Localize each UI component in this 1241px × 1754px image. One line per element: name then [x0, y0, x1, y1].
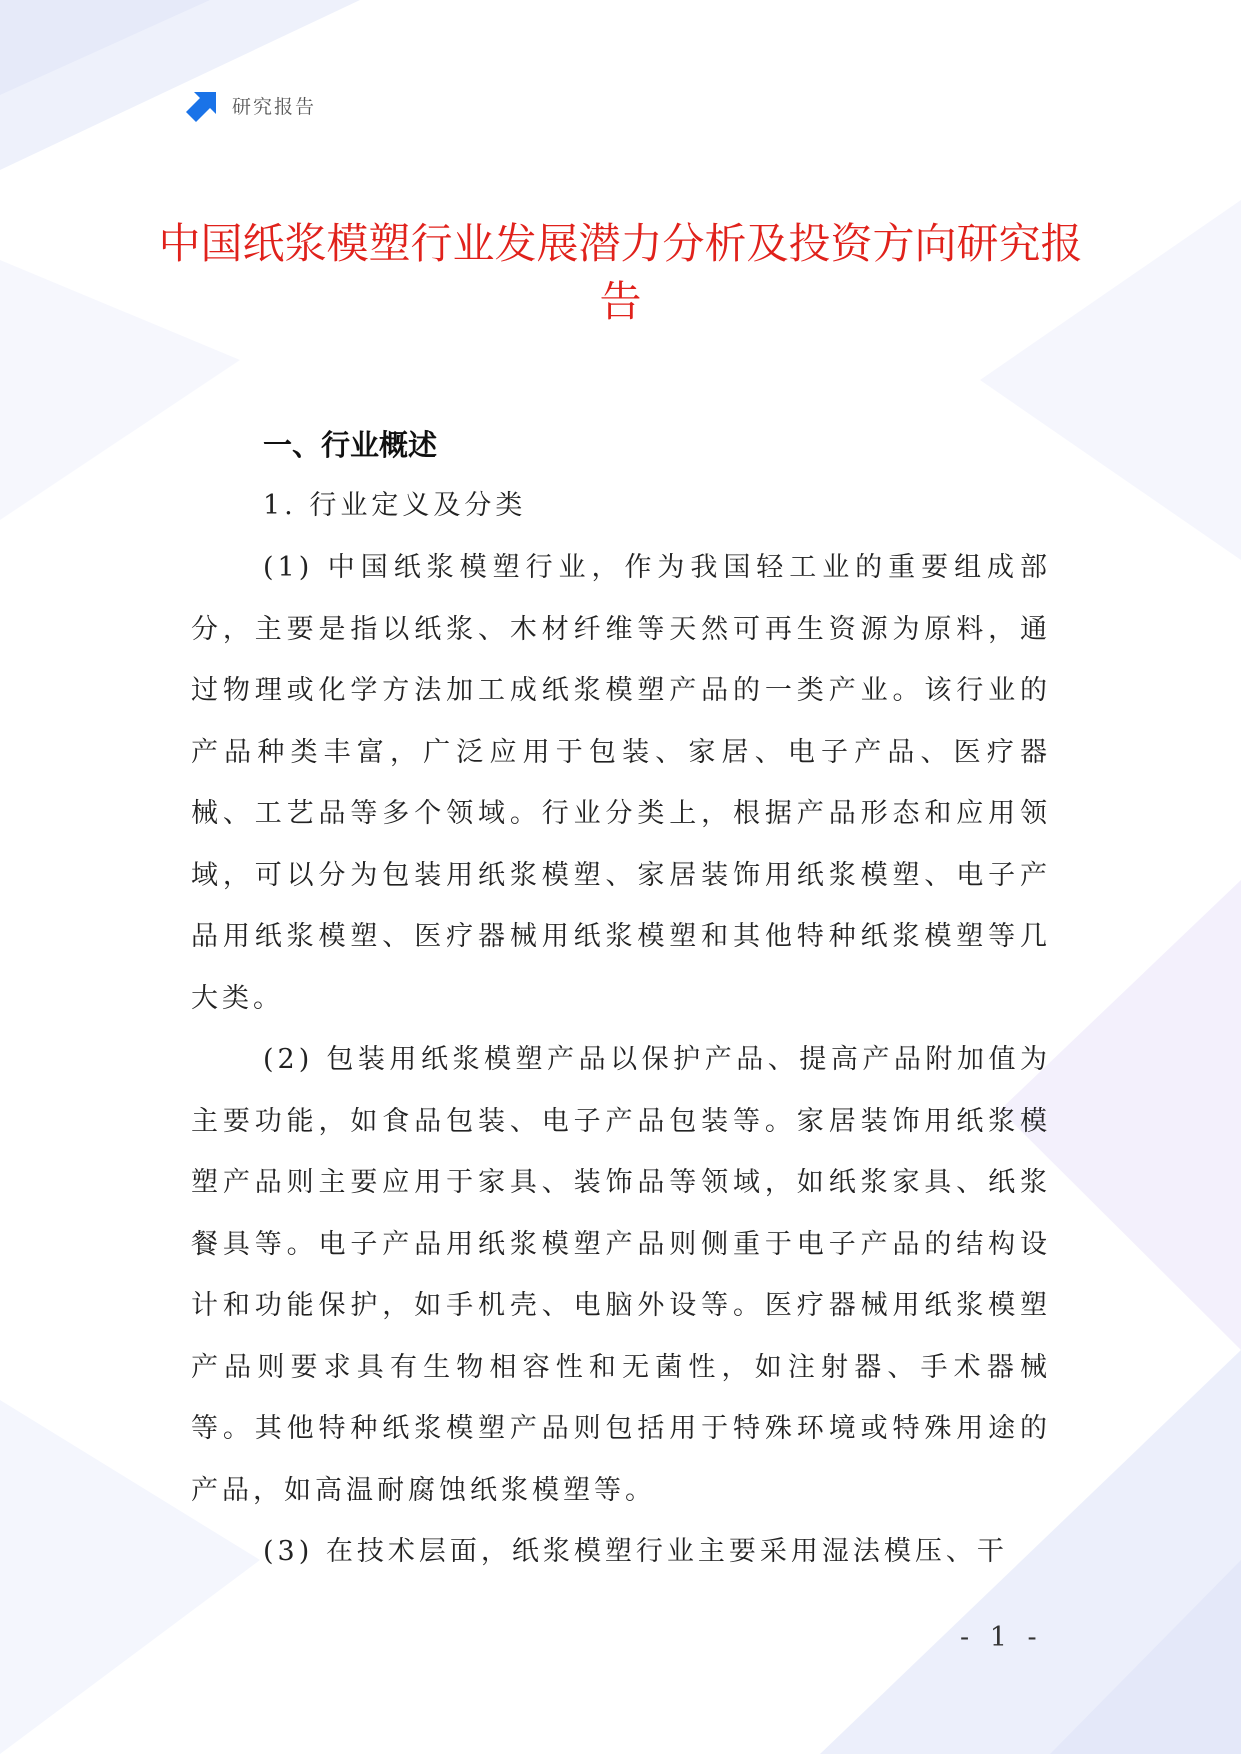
document-title: 中国纸浆模塑行业发展潜力分析及投资方向研究报告	[158, 219, 1083, 326]
section-heading: 一、行业概述	[263, 428, 438, 462]
document-body	[191, 415, 1051, 1583]
arrow-up-right-icon	[186, 88, 220, 122]
subsection-heading: 1. 行业定义及分类	[263, 490, 527, 521]
paragraph-1: (1) 中国纸浆模塑行业，作为我国轻工业的重要组成部分，主要是指以纸浆、木材纤维等天然可再生资源为原料，通过物理或化学方法加工成纸浆模塑产品的一类产业。该行业的产品种类丰富，广泛应用于包装、家居、电子产品、医疗器械、工艺品等多个领域。行业分类上，根据产品形态和应用领域，可以分为包装用纸浆模塑、家居装饰用纸浆模塑、电子产品用纸浆模塑、医疗器械用纸浆模塑和其他特种纸浆模塑等几大类。	[191, 552, 1051, 1014]
page-header	[186, 88, 316, 122]
page-number: - 1 -	[960, 1622, 1043, 1653]
header-label: 研究报告	[232, 95, 317, 118]
paragraph-3: (3) 在技术层面，纸浆模塑行业主要采用湿法模压、干	[263, 1536, 1008, 1567]
paragraph-2: (2) 包装用纸浆模塑产品以保护产品、提高产品附加值为主要功能，如食品包装、电子产品包装等。家居装饰用纸浆模塑产品则主要应用于家具、装饰品等领域，如纸浆家具、纸浆餐具等。电子产品用纸浆模塑产品则侧重于电子产品的结构设计和功能保护，如手机壳、电脑外设等。医疗器械用纸浆模塑产品则要求具有生物相容性和无菌性，如注射器、手术器械等。其他特种纸浆模塑产品则包括用于特殊环境或特殊用途的产品，如高温耐腐蚀纸浆模塑等。	[191, 1044, 1051, 1506]
